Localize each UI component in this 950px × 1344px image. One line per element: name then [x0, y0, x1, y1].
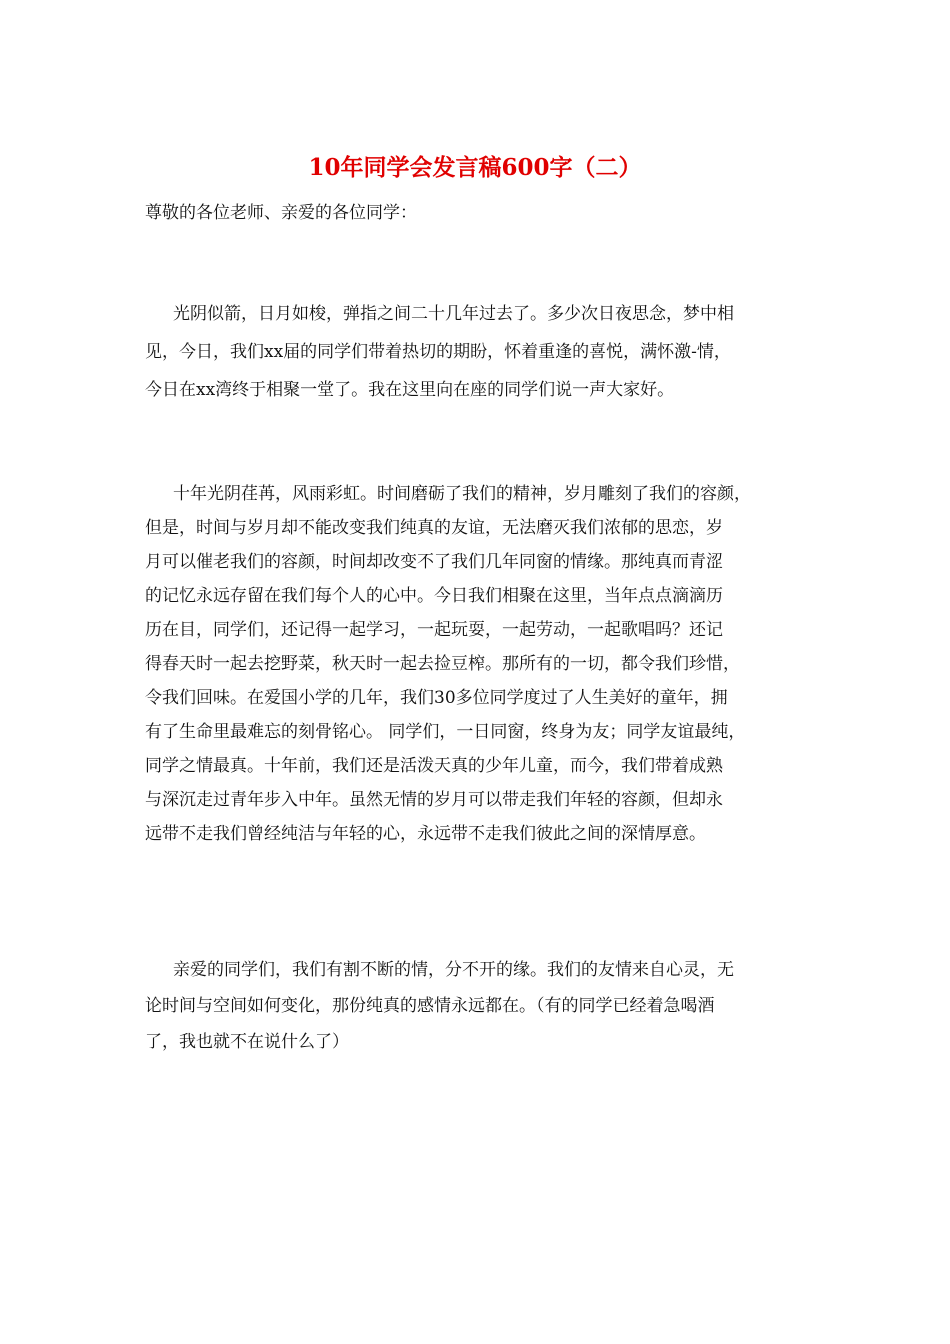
paragraph-2-line-10: 与深沉走过青年步入中年。虽然无情的岁月可以带走我们年轻的容颜，但却永: [145, 790, 723, 810]
paragraph-3-line-3: 了，我也就不在说什么了）: [145, 1032, 349, 1052]
paragraph-2-line-1: 十年光阴荏苒，风雨彩虹。时间磨砺了我们的精神，岁月雕刻了我们的容颜，: [173, 484, 751, 504]
salutation: 尊敬的各位老师、亲爱的各位同学：: [145, 203, 417, 223]
paragraph-1-line-3: 今日在xx湾终于相聚一堂了。我在这里向在座的同学们说一声大家好。: [145, 380, 675, 400]
document-title: 10年同学会发言稿600字（二）: [308, 154, 642, 181]
paragraph-2-line-11: 远带不走我们曾经纯洁与年轻的心，永远带不走我们彼此之间的深情厚意。: [145, 824, 706, 844]
paragraph-1-line-2: 见，今日，我们xx届的同学们带着热切的期盼，怀着重逢的喜悦，满怀激-情，: [145, 342, 731, 362]
paragraph-2-line-7: 令我们回味。在爱国小学的几年，我们30多位同学度过了人生美好的童年，拥: [145, 688, 728, 708]
paragraph-3-line-1: 亲爱的同学们，我们有割不断的情，分不开的缘。我们的友情来自心灵，无: [173, 960, 734, 980]
paragraph-2-line-3: 月可以催老我们的容颜，时间却改变不了我们几年同窗的情缘。那纯真而青涩: [145, 552, 723, 572]
paragraph-2-line-5: 历在目，同学们，还记得一起学习，一起玩耍，一起劳动，一起歌唱吗？还记: [145, 620, 723, 640]
paragraph-2-line-6: 得春天时一起去挖野菜，秋天时一起去捡豆榨。那所有的一切，都令我们珍惜，: [145, 654, 740, 674]
paragraph-2-line-9: 同学之情最真。十年前，我们还是活泼天真的少年儿童，而今，我们带着成熟: [145, 756, 723, 776]
paragraph-1-line-1: 光阴似箭，日月如梭，弹指之间二十几年过去了。多少次日夜思念，梦中相: [173, 304, 734, 324]
paragraph-2-line-2: 但是，时间与岁月却不能改变我们纯真的友谊，无法磨灭我们浓郁的思恋，岁: [145, 518, 723, 538]
paragraph-2-line-4: 的记忆永远存留在我们每个人的心中。今日我们相聚在这里，当年点点滴滴历: [145, 586, 723, 606]
paragraph-3-line-2: 论时间与空间如何变化，那份纯真的感情永远都在。（有的同学已经着急喝酒: [145, 996, 715, 1016]
paragraph-2-line-8: 有了生命里最难忘的刻骨铭心。 同学们，一日同窗，终身为友；同学友谊最纯，: [145, 722, 746, 742]
